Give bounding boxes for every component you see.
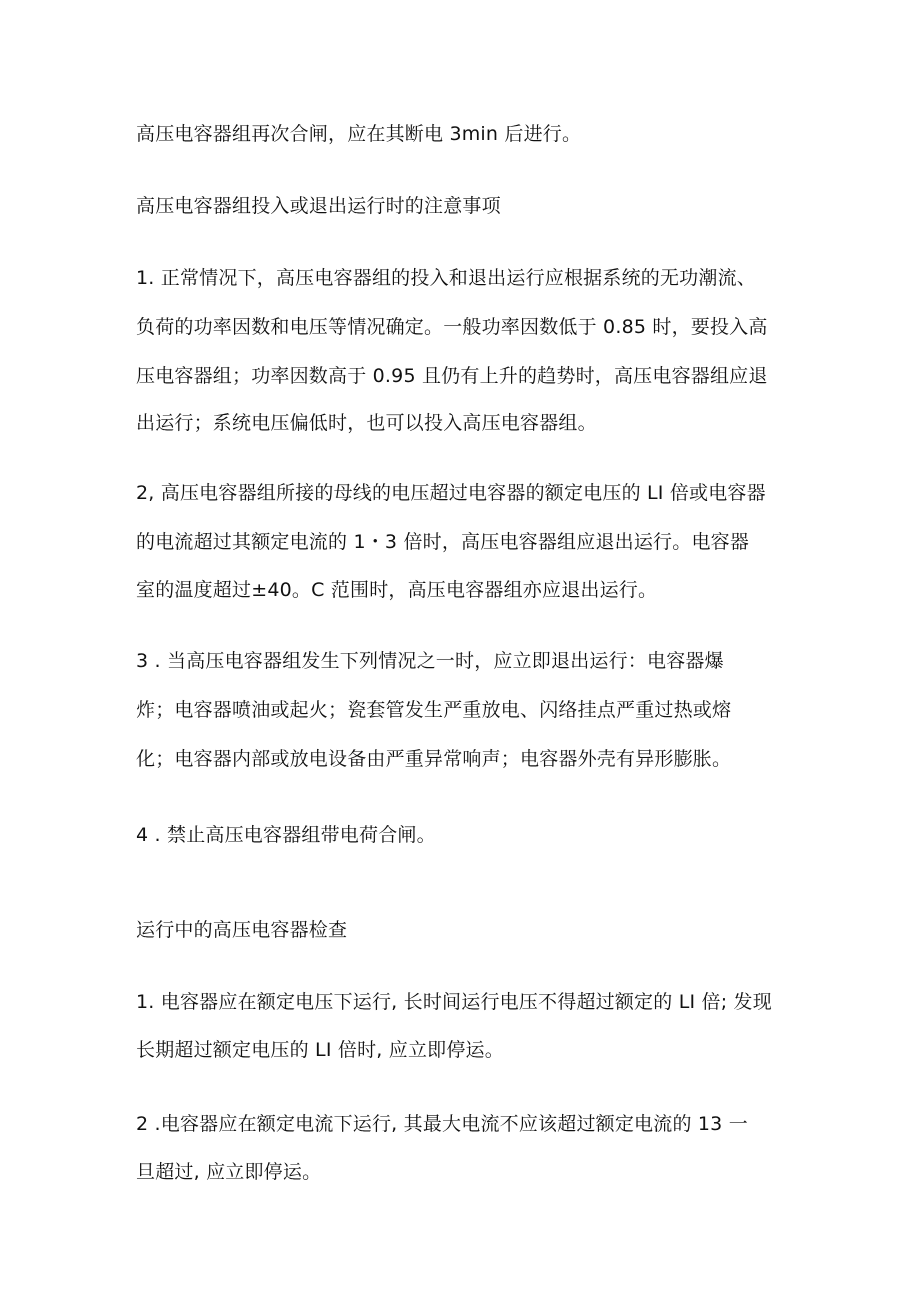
item-1-line-3: 压电容器组；功率因数高于 0.95 且仍有上升的趋势时，高压电容器组应退: [136, 365, 768, 387]
item-3-line-2: 炸；电容器喷油或起火；瓷套管发生严重放电、闪络挂点严重过热或熔: [136, 699, 732, 721]
inspection-item-2-line-2: 旦超过, 应立即停运。: [136, 1161, 322, 1183]
item-3-line-1: 3 . 当高压电容器组发生下列情况之一时，应立即退出运行：电容器爆: [136, 650, 724, 672]
inspection-item-2-line-1: 2 .电容器应在额定电流下运行, 其最大电流不应该超过额定电流的 13 一: [136, 1113, 748, 1135]
item-2-line-3: 室的温度超过±40。C 范围时，高压电容器组亦应退出运行。: [136, 579, 658, 601]
item-1-line-1: 1. 正常情况下，高压电容器组的投入和退出运行应根据系统的无功潮流、: [136, 267, 756, 289]
paragraph-reclose-line: 高压电容器组再次合闸，应在其断电 3min 后进行。: [136, 123, 582, 145]
item-2-line-1: 2, 高压电容器组所接的母线的电压超过电容器的额定电压的 LI 倍或电容器: [136, 482, 766, 504]
item-4-line: 4 . 禁止高压电容器组带电荷合闸。: [136, 824, 436, 846]
inspection-item-1-line-2: 长期超过额定电压的 LI 倍时, 应立即停运。: [136, 1039, 504, 1061]
section-heading-switching: 高压电容器组投入或退出运行时的注意事项: [136, 195, 501, 217]
section-heading-inspection: 运行中的高压电容器检查: [136, 919, 348, 941]
item-2-line-2: 的电流超过其额定电流的 1・3 倍时，高压电容器组应退出运行。电容器: [136, 531, 750, 553]
item-3-line-3: 化；电容器内部或放电设备由严重异常响声；电容器外壳有异形膨胀。: [136, 748, 732, 770]
inspection-item-1-line-1: 1. 电容器应在额定电压下运行, 长时间运行电压不得超过额定的 LI 倍; 发现: [136, 991, 772, 1013]
item-1-line-4: 出运行；系统电压偏低时，也可以投入高压电容器组。: [136, 412, 597, 434]
item-1-line-2: 负荷的功率因数和电压等情况确定。一般功率因数低于 0.85 时，要投入高: [136, 316, 768, 338]
